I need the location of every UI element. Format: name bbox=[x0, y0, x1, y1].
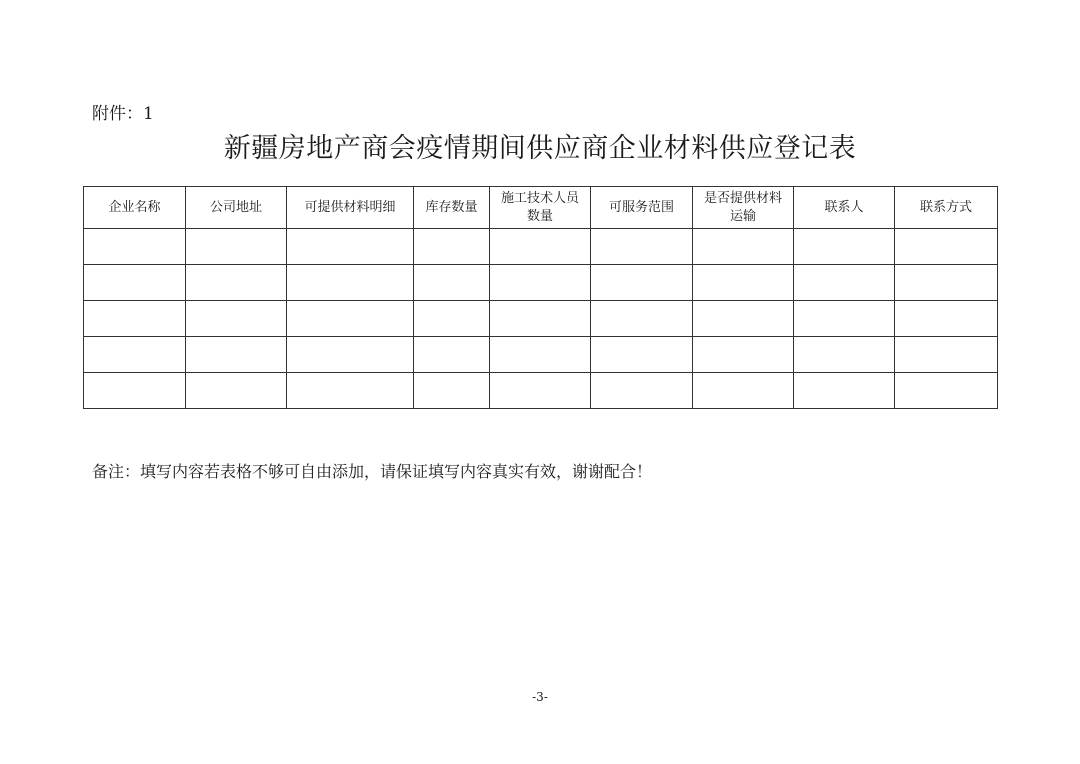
header-company-address bbox=[186, 187, 287, 229]
table-cell bbox=[186, 301, 287, 337]
table-cell bbox=[490, 229, 591, 265]
table-cell bbox=[414, 265, 490, 301]
table-cell bbox=[84, 301, 186, 337]
table-cell bbox=[490, 337, 591, 373]
header-line: 运输 bbox=[729, 208, 756, 224]
table-cell bbox=[794, 301, 895, 337]
header-line: 联系人 bbox=[824, 199, 864, 215]
table-cell bbox=[490, 301, 591, 337]
attachment-label: 附件：1 bbox=[92, 104, 154, 124]
table-cell bbox=[693, 373, 794, 409]
remark-note: 备注：填写内容若表格不够可自由添加，请保证填写内容真实有效，谢谢配合！ bbox=[92, 462, 653, 481]
table-row bbox=[84, 373, 998, 409]
registration-table bbox=[83, 186, 998, 409]
table-cell bbox=[794, 373, 895, 409]
table-cell bbox=[287, 373, 414, 409]
table-cell bbox=[794, 265, 895, 301]
header-line: 是否提供材料 bbox=[703, 190, 782, 206]
table-cell bbox=[287, 337, 414, 373]
table-row bbox=[84, 265, 998, 301]
header-transport-provided bbox=[693, 187, 794, 229]
table-cell bbox=[794, 337, 895, 373]
header-company-name bbox=[84, 187, 186, 229]
table-cell bbox=[693, 229, 794, 265]
table-cell bbox=[84, 229, 186, 265]
table-cell bbox=[693, 337, 794, 373]
table-cell bbox=[591, 301, 693, 337]
table-cell bbox=[490, 265, 591, 301]
table-cell bbox=[414, 373, 490, 409]
table-cell bbox=[414, 337, 490, 373]
header-line: 可服务范围 bbox=[608, 199, 674, 215]
table-cell bbox=[414, 301, 490, 337]
table-cell bbox=[895, 301, 998, 337]
header-line: 可提供材料明细 bbox=[304, 199, 396, 215]
header-line: 联系方式 bbox=[919, 199, 972, 215]
header-line: 公司地址 bbox=[209, 199, 262, 215]
table-cell bbox=[895, 373, 998, 409]
page-number: -3- bbox=[532, 690, 548, 704]
header-contact-person bbox=[794, 187, 895, 229]
table-row bbox=[84, 337, 998, 373]
table-cell bbox=[895, 265, 998, 301]
header-technician-count bbox=[490, 187, 591, 229]
table-cell bbox=[186, 373, 287, 409]
table-cell bbox=[186, 229, 287, 265]
table-cell bbox=[84, 337, 186, 373]
header-stock-quantity bbox=[414, 187, 490, 229]
table-cell bbox=[186, 265, 287, 301]
table-cell bbox=[287, 229, 414, 265]
header-line: 企业名称 bbox=[108, 199, 161, 215]
header-contact-info bbox=[895, 187, 998, 229]
table-body bbox=[84, 229, 998, 409]
document-title: 新疆房地产商会疫情期间供应商企业材料供应登记表 bbox=[223, 133, 857, 164]
table-cell bbox=[414, 229, 490, 265]
table-cell bbox=[895, 337, 998, 373]
table-header-row bbox=[84, 187, 998, 229]
table-row bbox=[84, 229, 998, 265]
header-line: 库存数量 bbox=[425, 199, 478, 215]
table-cell bbox=[186, 337, 287, 373]
table-cell bbox=[287, 301, 414, 337]
table-cell bbox=[591, 265, 693, 301]
table-cell bbox=[693, 265, 794, 301]
table-row bbox=[84, 301, 998, 337]
table-cell bbox=[591, 337, 693, 373]
header-line: 施工技术人员 bbox=[500, 190, 579, 206]
table-cell bbox=[84, 265, 186, 301]
table-cell bbox=[794, 229, 895, 265]
header-service-scope bbox=[591, 187, 693, 229]
table-cell bbox=[895, 229, 998, 265]
header-material-details bbox=[287, 187, 414, 229]
header-line: 数量 bbox=[526, 208, 553, 224]
table-cell bbox=[693, 301, 794, 337]
table-cell bbox=[490, 373, 591, 409]
table-cell bbox=[287, 265, 414, 301]
table-cell bbox=[84, 373, 186, 409]
table-cell bbox=[591, 373, 693, 409]
table-cell bbox=[591, 229, 693, 265]
